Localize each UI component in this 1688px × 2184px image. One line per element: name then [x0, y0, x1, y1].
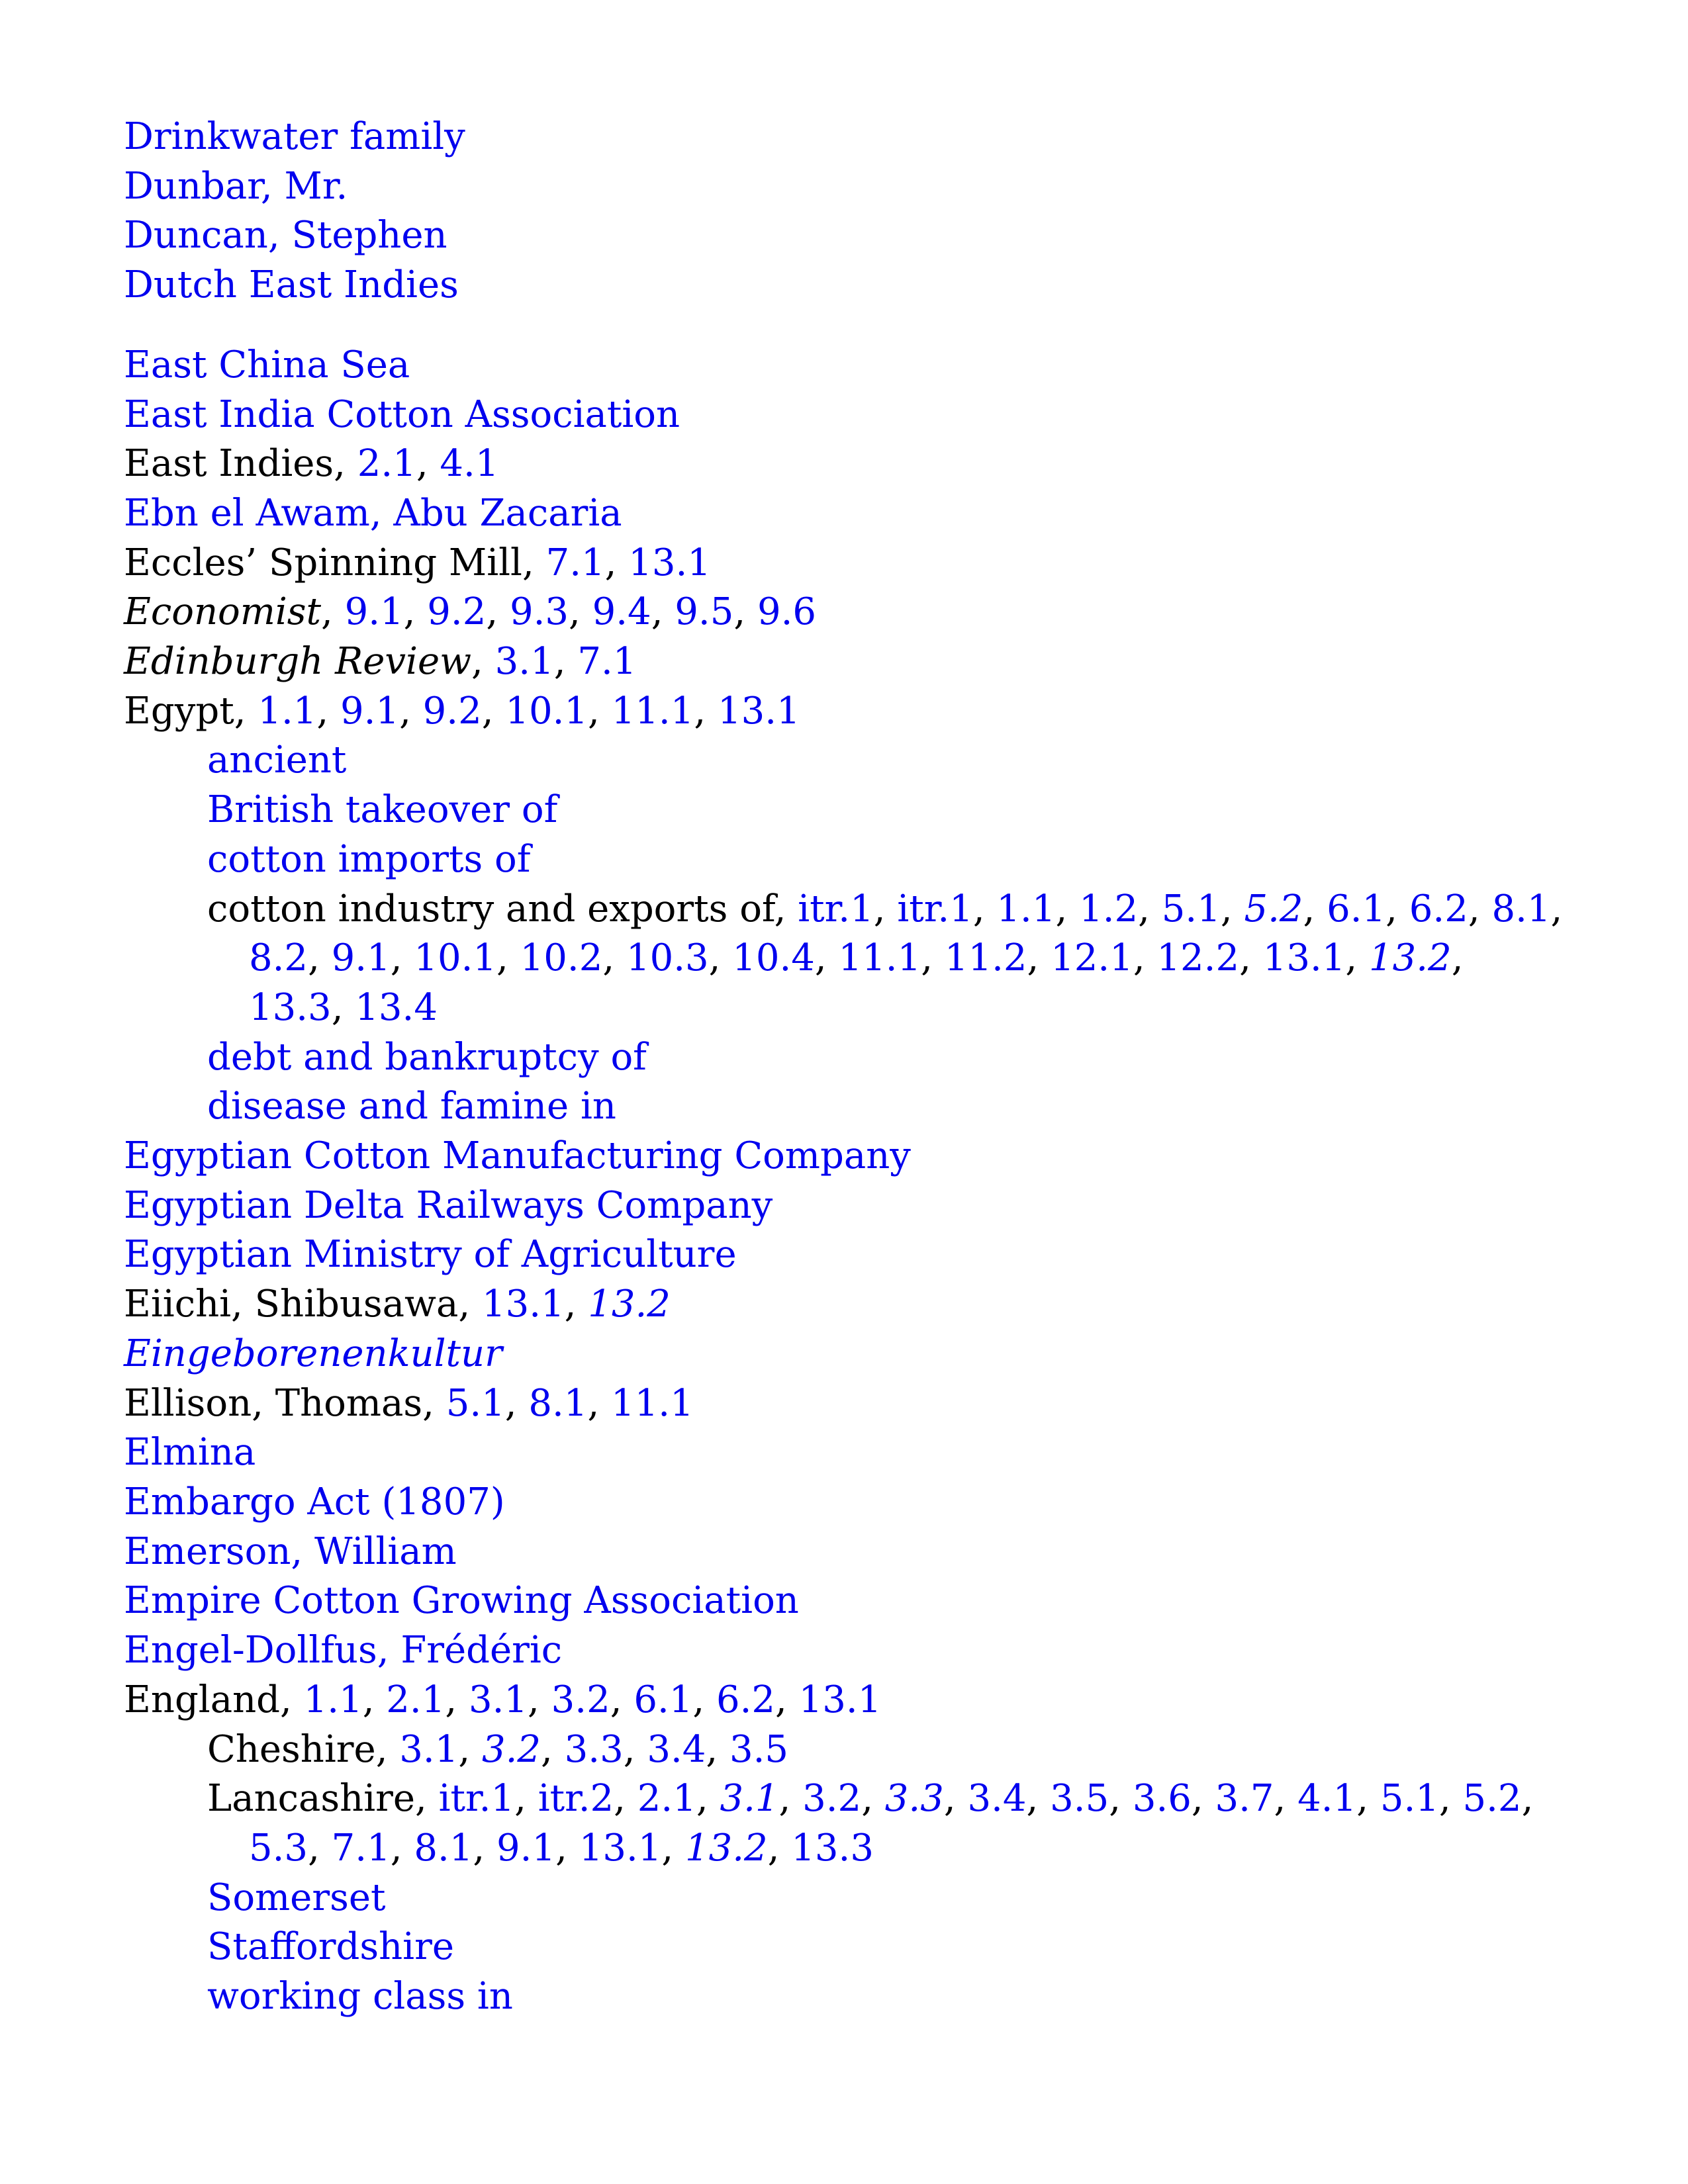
page-ref-link[interactable]: 7.1	[331, 1826, 391, 1870]
ref-separator: ,	[471, 640, 495, 684]
index-entry	[124, 1379, 1567, 1429]
index-entry	[124, 637, 1567, 687]
entry-link[interactable]: Emerson, William	[124, 1529, 457, 1573]
page-ref-link[interactable]: 9.3	[509, 590, 569, 634]
ref-separator: ,	[588, 689, 612, 733]
ref-separator: ,	[481, 689, 506, 733]
ref-separator: ,	[416, 442, 440, 486]
page-ref-link[interactable]: 3.4	[967, 1777, 1027, 1821]
ref-separator: ,	[1438, 1777, 1463, 1821]
ref-separator: ,	[602, 936, 626, 980]
index-entry	[124, 1478, 1567, 1527]
entry-link[interactable]: Dutch East Indies	[124, 263, 459, 307]
ref-separator: ,	[553, 640, 578, 684]
index-entry	[124, 162, 1567, 212]
ref-separator: ,	[555, 1826, 579, 1870]
ref-separator: ,	[458, 1283, 482, 1326]
page-ref-link[interactable]: 11.2	[944, 936, 1027, 980]
ref-separator: ,	[334, 442, 357, 486]
ref-separator: ,	[694, 689, 718, 733]
index-entry	[124, 1576, 1567, 1626]
page-ref-link[interactable]: 9.4	[592, 590, 651, 634]
page-ref-link[interactable]: 13.2	[684, 1826, 768, 1870]
page-ref-link[interactable]: itr.1	[438, 1777, 515, 1821]
page-ref-link[interactable]: 9.1	[331, 936, 391, 980]
page-ref-link[interactable]: 13.1	[717, 689, 800, 733]
page-ref-link[interactable]: 8.2	[249, 936, 308, 980]
entry-link[interactable]: East India Cotton Association	[124, 392, 680, 436]
page-ref-link[interactable]: 3.5	[1050, 1777, 1109, 1821]
entry-link[interactable]: Dunbar, Mr.	[124, 164, 348, 208]
page-ref-link[interactable]: 1.1	[303, 1678, 363, 1721]
ref-separator: ,	[486, 590, 510, 634]
page-ref-link[interactable]: 13.1	[1262, 936, 1346, 980]
index-entry	[124, 211, 1567, 261]
page-ref-link[interactable]: 6.1	[1327, 887, 1386, 931]
ref-separator: ,	[390, 936, 414, 980]
entry-label: Egypt	[124, 689, 234, 733]
entry-label: England	[124, 1678, 281, 1721]
ref-separator: ,	[610, 1678, 634, 1721]
page-ref-link[interactable]: 9.5	[675, 590, 734, 634]
page-ref-link[interactable]: 3.2	[551, 1678, 610, 1721]
ref-separator: ,	[767, 1826, 792, 1870]
index-subentry	[165, 885, 1567, 1033]
index-subentry	[165, 1923, 1567, 1972]
page-ref-link[interactable]: 10.3	[626, 936, 709, 980]
ref-separator: ,	[569, 590, 592, 634]
index-subentry	[165, 1774, 1567, 1873]
ref-separator: ,	[661, 1826, 685, 1870]
index-entry	[124, 1181, 1567, 1231]
entry-label: Economist	[124, 590, 321, 634]
ref-separator: ,	[861, 1777, 885, 1821]
page-ref-link[interactable]: 11.1	[611, 1381, 694, 1425]
page-ref-link[interactable]: 7.1	[545, 541, 605, 584]
entry-label: Eccles’ Spinning Mill	[124, 541, 522, 584]
page-ref-link[interactable]: 9.1	[496, 1826, 556, 1870]
ref-separator: ,	[623, 1727, 647, 1771]
entry-link[interactable]: Elmina	[124, 1431, 256, 1475]
ref-separator: ,	[564, 1283, 588, 1326]
ref-separator: ,	[321, 590, 345, 634]
page-ref-link[interactable]: 1.1	[258, 689, 317, 733]
ref-separator: ,	[308, 936, 332, 980]
page-ref-link[interactable]: 9.2	[422, 689, 482, 733]
entry-link[interactable]: Embargo Act (1807)	[124, 1480, 505, 1524]
ref-separator: ,	[514, 1777, 538, 1821]
index-entry	[124, 341, 1567, 390]
ref-separator: ,	[280, 1678, 304, 1721]
index-entry	[124, 1527, 1567, 1577]
page-ref-link[interactable]: 13.2	[588, 1283, 671, 1326]
entry-link[interactable]: Staffordshire	[207, 1925, 454, 1969]
entry-label: Cheshire	[207, 1727, 376, 1771]
index-entry	[124, 1428, 1567, 1478]
ref-separator: ,	[362, 1678, 387, 1721]
page-ref-link[interactable]: 13.2	[1369, 936, 1452, 980]
ref-separator: ,	[399, 689, 423, 733]
page-ref-link[interactable]: 9.6	[757, 590, 817, 634]
index-entry	[124, 687, 1567, 737]
index-entry	[124, 439, 1567, 489]
ref-separator: ,	[614, 1777, 637, 1821]
ref-separator: ,	[1356, 1777, 1380, 1821]
entry-link[interactable]: cotton imports of	[207, 837, 531, 881]
ref-separator: ,	[375, 1727, 400, 1771]
page-ref-link[interactable]: 3.1	[494, 640, 554, 684]
ref-separator: ,	[1133, 936, 1157, 980]
page-ref-link[interactable]: 3.3	[884, 1777, 944, 1821]
ref-separator: ,	[1138, 887, 1162, 931]
index-entry	[124, 539, 1567, 588]
ref-separator: ,	[604, 541, 629, 584]
page-ref-link[interactable]: 3.7	[1215, 1777, 1274, 1821]
index-entry	[124, 261, 1567, 310]
page-ref-link[interactable]: 13.1	[579, 1826, 662, 1870]
index-entry	[124, 1330, 1567, 1379]
ref-separator: ,	[1220, 887, 1244, 931]
index-entry	[124, 1676, 1567, 1725]
ref-separator: ,	[496, 936, 520, 980]
index-entry	[124, 1280, 1567, 1330]
index-entry	[124, 1230, 1567, 1280]
page-ref-link[interactable]: 8.1	[1491, 887, 1551, 931]
ref-separator: ,	[403, 590, 428, 634]
page-ref-link[interactable]: 10.1	[414, 936, 497, 980]
ref-separator: ,	[234, 689, 258, 733]
page-ref-link[interactable]: 9.1	[344, 590, 404, 634]
ref-separator: ,	[422, 1381, 446, 1425]
entry-label: East Indies	[124, 442, 334, 486]
entry-link[interactable]: Ebn el Awam, Abu Zacaria	[124, 491, 622, 535]
entry-link[interactable]: ancient	[207, 739, 347, 782]
page-ref-link[interactable]: 3.5	[729, 1727, 789, 1771]
ref-separator: ,	[1451, 936, 1464, 980]
ref-separator: ,	[1109, 1777, 1133, 1821]
entry-link[interactable]: Engel-Dollfus, Frédéric	[124, 1629, 563, 1672]
ref-separator: ,	[522, 541, 546, 584]
page-ref-link[interactable]: 6.2	[1409, 887, 1468, 931]
entry-label: cotton industry and exports of	[207, 887, 774, 931]
ref-separator: ,	[1345, 936, 1370, 980]
ref-separator: ,	[873, 887, 898, 931]
entry-label: Eiichi, Shibusawa	[124, 1283, 459, 1326]
entry-link[interactable]: debt and bankruptcy of	[207, 1035, 647, 1079]
page-ref-link[interactable]: 12.1	[1051, 936, 1133, 980]
entry-link[interactable]: British takeover of	[207, 788, 558, 832]
page-ref-link[interactable]: 9.1	[340, 689, 400, 733]
page-ref-link[interactable]: 3.6	[1132, 1777, 1192, 1821]
index-list	[124, 113, 1567, 2022]
ref-separator: ,	[528, 1678, 551, 1721]
page-ref-link[interactable]: 11.1	[611, 689, 694, 733]
page-ref-link[interactable]: 2.1	[357, 442, 416, 486]
entry-link[interactable]: Egyptian Cotton Manufacturing Company	[124, 1134, 911, 1178]
ref-separator: ,	[541, 1727, 565, 1771]
page-ref-link[interactable]: itr.1	[798, 887, 874, 931]
page-ref-link[interactable]: 3.2	[802, 1777, 862, 1821]
ref-separator: ,	[778, 1777, 803, 1821]
entry-link[interactable]: Somerset	[207, 1876, 386, 1919]
entry-link[interactable]: working class in	[207, 1975, 513, 2019]
ref-separator: ,	[504, 1381, 529, 1425]
ref-separator: ,	[1239, 936, 1263, 980]
page-ref-link[interactable]: 13.4	[355, 985, 438, 1029]
ref-separator: ,	[943, 1777, 968, 1821]
entry-link[interactable]: East China Sea	[124, 343, 410, 387]
page-ref-link[interactable]: 8.1	[414, 1826, 473, 1870]
letter-section-gap	[124, 310, 1567, 341]
page-ref-link[interactable]: 13.1	[481, 1283, 565, 1326]
ref-separator: ,	[972, 887, 997, 931]
page-ref-link[interactable]: itr.1	[897, 887, 973, 931]
index-entry	[124, 390, 1567, 440]
index-subentry	[165, 835, 1567, 885]
page-ref-link[interactable]: 4.1	[440, 442, 499, 486]
index-entry	[124, 489, 1567, 539]
index-entry	[124, 113, 1567, 162]
ref-separator: ,	[331, 985, 355, 1029]
page-ref-link[interactable]: 5.1	[1380, 1777, 1439, 1821]
index-subentry	[165, 1725, 1567, 1775]
page-ref-link[interactable]: 2.1	[386, 1678, 445, 1721]
page-ref-link[interactable]: 5.2	[1244, 887, 1303, 931]
page-ref-link[interactable]: 13.1	[628, 541, 711, 584]
ref-separator: ,	[1303, 887, 1327, 931]
entry-label: Lancashire	[207, 1777, 416, 1821]
index-entry	[124, 588, 1567, 637]
ref-separator: ,	[774, 887, 798, 931]
page-ref-link[interactable]: 3.1	[468, 1678, 528, 1721]
page-ref-link[interactable]: 3.4	[647, 1727, 706, 1771]
page-ref-link[interactable]: 1.1	[996, 887, 1056, 931]
page-ref-link[interactable]: 10.1	[505, 689, 588, 733]
page-ref-link[interactable]: 10.4	[732, 936, 815, 980]
ref-separator: ,	[651, 590, 675, 634]
entry-label: Edinburgh Review	[124, 640, 472, 684]
ref-separator: ,	[708, 936, 733, 980]
ref-separator: ,	[308, 1826, 332, 1870]
page-ref-link[interactable]: 1.2	[1079, 887, 1139, 931]
ref-separator: ,	[1026, 1777, 1051, 1821]
ref-separator: ,	[445, 1678, 469, 1721]
page-ref-link[interactable]: 5.3	[249, 1826, 308, 1870]
ref-separator: ,	[692, 1678, 716, 1721]
ref-separator: ,	[316, 689, 340, 733]
entry-link[interactable]: Egyptian Ministry of Agriculture	[124, 1233, 737, 1277]
ref-separator: ,	[775, 1678, 799, 1721]
index-subentry	[165, 1972, 1567, 2022]
page-ref-link[interactable]: 8.1	[528, 1381, 588, 1425]
ref-separator: ,	[1550, 887, 1563, 931]
ref-separator: ,	[415, 1777, 439, 1821]
page-ref-link[interactable]: 3.1	[399, 1727, 459, 1771]
page-ref-link[interactable]: 5.1	[1161, 887, 1221, 931]
page-ref-link[interactable]: 13.3	[791, 1826, 874, 1870]
ref-separator: ,	[458, 1727, 482, 1771]
ref-separator: ,	[1191, 1777, 1215, 1821]
ref-separator: ,	[814, 936, 839, 980]
ref-separator: ,	[1055, 887, 1080, 931]
page-ref-link[interactable]: 2.1	[637, 1777, 696, 1821]
page-ref-link[interactable]: 6.2	[716, 1678, 776, 1721]
ref-separator: ,	[1385, 887, 1409, 931]
ref-separator: ,	[706, 1727, 729, 1771]
page-ref-link[interactable]: 5.2	[1462, 1777, 1522, 1821]
ref-separator: ,	[473, 1826, 497, 1870]
page-ref-link[interactable]: 10.2	[520, 936, 603, 980]
ref-separator: ,	[921, 936, 945, 980]
entry-link[interactable]: Egyptian Delta Railways Company	[124, 1183, 773, 1227]
page-ref-link[interactable]: 3.2	[481, 1727, 541, 1771]
ref-separator: ,	[1521, 1777, 1534, 1821]
entry-link[interactable]: Drinkwater family	[124, 115, 465, 158]
page-ref-link[interactable]: 13.1	[798, 1678, 882, 1721]
entry-link[interactable]: disease and famine in	[207, 1085, 616, 1128]
page-ref-link[interactable]: 7.1	[577, 640, 637, 684]
entry-link[interactable]: Eingeborenenkultur	[124, 1332, 502, 1375]
page-ref-link[interactable]: 6.1	[633, 1678, 693, 1721]
page-ref-link[interactable]: 4.1	[1297, 1777, 1357, 1821]
ref-separator: ,	[733, 590, 757, 634]
index-subentry	[165, 1033, 1567, 1083]
page-ref-link[interactable]: 12.2	[1156, 936, 1240, 980]
entry-label: Ellison, Thomas	[124, 1381, 423, 1425]
ref-separator: ,	[1468, 887, 1492, 931]
ref-separator: ,	[587, 1381, 612, 1425]
page-ref-link[interactable]: 3.3	[564, 1727, 624, 1771]
index-subentry	[165, 1874, 1567, 1923]
page-ref-link[interactable]: itr.2	[538, 1777, 614, 1821]
ref-separator: ,	[390, 1826, 414, 1870]
page-ref-link[interactable]: 5.1	[445, 1381, 505, 1425]
page-ref-link[interactable]: 13.3	[249, 985, 332, 1029]
index-entry	[124, 1626, 1567, 1676]
index-subentry	[165, 736, 1567, 786]
index-subentry	[165, 786, 1567, 835]
ref-separator: ,	[1274, 1777, 1298, 1821]
index-subentry	[165, 1082, 1567, 1132]
ref-separator: ,	[696, 1777, 720, 1821]
page-ref-link[interactable]: 3.1	[720, 1777, 779, 1821]
ref-separator: ,	[1027, 936, 1051, 980]
page-ref-link[interactable]: 9.2	[427, 590, 487, 634]
entry-link[interactable]: Duncan, Stephen	[124, 214, 447, 257]
index-entry	[124, 1132, 1567, 1181]
page-ref-link[interactable]: 11.1	[838, 936, 921, 980]
entry-link[interactable]: Empire Cotton Growing Association	[124, 1579, 799, 1623]
